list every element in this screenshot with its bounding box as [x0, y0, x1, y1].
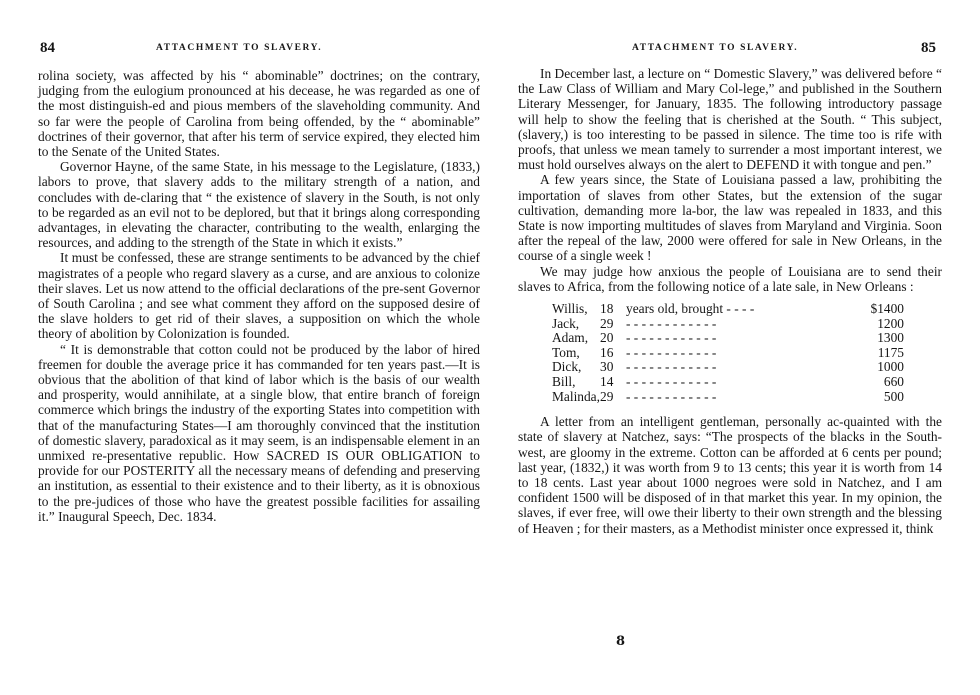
left-page-body: [38, 68, 480, 524]
row-leader: - - - - - - - - - - - -: [626, 375, 717, 390]
row-leader: - - - - - - - - - - - -: [626, 389, 717, 404]
table-row: [552, 346, 904, 361]
row-leader: - - - - - - - - - - - -: [626, 331, 717, 346]
slave-age: 30: [600, 359, 614, 375]
sale-price: 660: [883, 374, 904, 390]
slave-name: Bill,: [552, 374, 576, 390]
paragraph: We may judge how anxious the people of Louisiana are to send their slaves to Africa, from the following notice of a late sale, in New Orleans :: [518, 263, 942, 294]
sale-price: 1300: [877, 330, 904, 346]
slave-age: 20: [600, 330, 614, 346]
slave-age: 29: [600, 388, 614, 404]
slave-name: Dick,: [552, 359, 582, 375]
slave-name: Malinda,: [552, 388, 600, 404]
slave-name: Tom,: [552, 344, 580, 360]
left-running-title: ATTACHMENT TO SLAVERY.: [156, 43, 323, 53]
slave-name: Jack,: [552, 315, 580, 331]
right-running-title: ATTACHMENT TO SLAVERY.: [632, 43, 799, 53]
table-row: [552, 302, 904, 317]
sale-price: 500: [883, 388, 904, 404]
paragraph: It must be confessed, these are strange sentiments to be advanced by the chief magistrates of a people who regard slavery as a curse, and are anxious to colonize their slaves. Let us now attend to the official declarations of the pre-sent Governor of South Carolina ; and see what comment they afford on the supposed desire of the slave holders to get rid of their slaves, a supposition on which the whole theory of abolition by Colonization is founded.: [38, 250, 480, 342]
paragraph: A letter from an intelligent gentleman, personally ac-quainted with the state of slavery at Natchez, says: “The prospects of the blacks in the South-west, are gloomy in the extreme. Cotton can be afforded at 6 cents per pound; last year, (1832,) it was worth from 9 to 13 cents; this year it is worth from 14 to 18 cents. Last year about 1000 negroes were sold in Natchez, and I am confident 1500 will be disposed of in that market this year. In my opinion, the slaves, if ever free, will owe their liberty to their own strength and the blessing of Heaven ; for their masters, as a Methodist minister once expressed it, think: [518, 414, 942, 536]
row-leader: - - - - - - - - - - - -: [626, 360, 717, 375]
left-page-number: 84: [40, 40, 55, 56]
row-leader: - - - - - - - - - - - -: [626, 316, 717, 331]
quote-paragraph: “ It is demonstrable that cotton could not be produced by the labor of hired freemen for double the average price it has commanded for ten years past.—It is obvious that the abolition of that kind of labor which is the basis of our wealth and prosperity, would annihilate, at a single blow, that entire branch of foreign commerce which brings the industry of the exporting States into competition with that of the manufacturing States—I am thoroughly convinced that the institution of domestic slavery, paradoxical as it may seem, is an indispensable element in an unmixed re-presentative republic. How SACRED IS OUR OBLIGATION to provide for our POSTERITY all the necessary means of defending and preserving an institution, as essential to their existence and to their liberty, as it is obnoxious to the pre-judices of those who have the greatest possible facilities for assailing it.” Inaugural Speech, Dec. 1834.: [38, 341, 480, 524]
sale-price: 1200: [877, 315, 904, 331]
table-row: [552, 390, 904, 405]
slave-name: Willis,: [552, 301, 588, 317]
table-row: [552, 317, 904, 332]
right-page-number: 85: [921, 40, 936, 56]
sale-price: 1175: [877, 344, 904, 360]
row-leader: - - - - - - - - - - - -: [626, 345, 717, 360]
paragraph: In December last, a lecture on “ Domestic Slavery,” was delivered before “ the Law Class of William and Mary Col-lege,” and published in the Southern Literary Messenger, for January, 1835. The following introductory passage will help to show the feeling that is cherished at the South. “ This subject, (slavery,) is too interesting to be passed in silence. The time too is rife with proofs, that unless we mean tamely to surrender a most important interest, we must hold ourselves always on the alert to DEFEND it with tongue and pen.”: [518, 66, 942, 173]
left-page: [38, 0, 480, 695]
slave-age: 29: [600, 315, 614, 331]
slave-age: 16: [600, 344, 614, 360]
slave-name: Adam,: [552, 330, 589, 346]
right-page-body: [518, 66, 942, 536]
sale-price: $1400: [870, 301, 904, 317]
paragraph: Governor Hayne, of the same State, in his message to the Legislature, (1833,) labors to prove, that slavery adds to the military strength of a nation, and concludes with de-claring that “ the existence of slavery in the South, is not only to be regarded as an evil not to be deplored, but that it brings along corresponding advantages, in elevating the character, contributing to the wealth, enlarging the resources, and adding to the strength of the State in which it exists.”: [38, 159, 480, 251]
sale-table: [552, 302, 904, 404]
sale-price: 1000: [877, 359, 904, 375]
table-row: [552, 331, 904, 346]
signature-mark: 8: [616, 634, 626, 649]
table-row: [552, 360, 904, 375]
table-row: [552, 375, 904, 390]
slave-age: 14: [600, 374, 614, 390]
left-running-head: [38, 40, 480, 58]
slave-age: 18: [600, 301, 614, 317]
right-page: [518, 0, 942, 695]
row-leader: years old, brought - - - -: [626, 302, 755, 317]
right-running-head: [518, 40, 942, 58]
paragraph: rolina society, was affected by his “ abominable” doctrines; on the contrary, judging from the eulogium pronounced at his decease, he was regarded as one of the most distinguish-ed and pious members of the slaveholding community. And so far were the people of Carolina from being offended, by the “ abominable” doctrines of their governor, that after his term of service expired, they elected him to the Senate of the United States.: [38, 68, 480, 160]
paragraph: A few years since, the State of Louisiana passed a law, prohibiting the importation of slaves from other States, but the extension of the sugar cultivation, demanding more la-bor, the law was repealed in 1833, and this State is now importing multitudes of slaves from Maryland and Virginia. Soon after the repeal of the law, 2000 were offered for sale in New Orleans, in the course of a single week !: [518, 172, 942, 264]
